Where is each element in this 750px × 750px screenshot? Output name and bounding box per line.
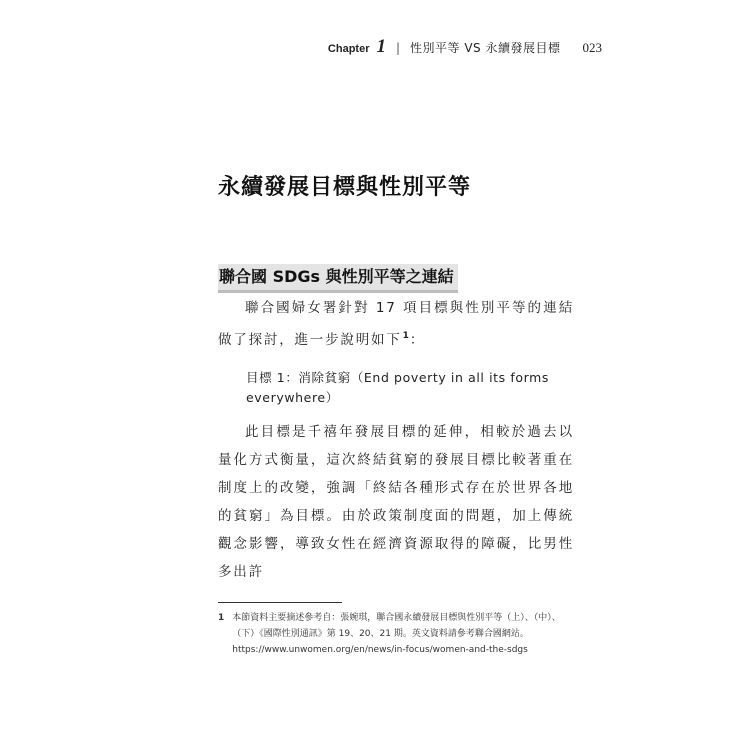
footnote-text: 本節資料主要摘述參考自：張婉琪，聯合國永續發展目標與性別平等（上）、（中）、（下）《國際性別通訊》第 19、20、21 期。英文資料請參考聯合國網站。https://www.unwomen.org/en/news/in-focus/women-and-the-sdgs <box>232 613 561 655</box>
chapter-number: 1 <box>376 36 386 57</box>
footnote <box>218 610 578 658</box>
chapter-title: 性別平等 VS 永續發展目標 <box>410 41 561 55</box>
body-paragraph: 此目標是千禧年發展目標的延伸，相較於過去以量化方式衡量，這次終結貧窮的發展目標比較著重在制度上的改變，強調「終結各種形式存在於世界各地的貧窮」為目標。由於政策制度面的問題，加上傳統觀念影響，導致女性在經濟資源取得的障礙，比男性多出許 <box>218 424 574 580</box>
footnote-reference[interactable]: 1 <box>402 331 409 341</box>
footnote-mark: 1 <box>218 613 225 623</box>
chapter-label: Chapter <box>327 43 370 55</box>
intro-text: 聯合國婦女署針對 17 項目標與性別平等的連結做了探討，進一步說明如下 <box>218 300 574 348</box>
footnote-divider <box>218 602 342 603</box>
running-header <box>328 36 602 58</box>
intro-paragraph <box>218 294 574 354</box>
page-number: 023 <box>582 40 602 55</box>
section-title: 永續發展目標與性別平等 <box>218 175 472 200</box>
header-separator: | <box>395 41 401 55</box>
subsection-title: 聯合國 SDGs 與性別平等之連結 <box>218 262 458 293</box>
goal-heading: 目標 1：消除貧窮（End poverty in all its forms everywhere） <box>246 370 550 405</box>
intro-trailing: ： <box>409 332 426 348</box>
